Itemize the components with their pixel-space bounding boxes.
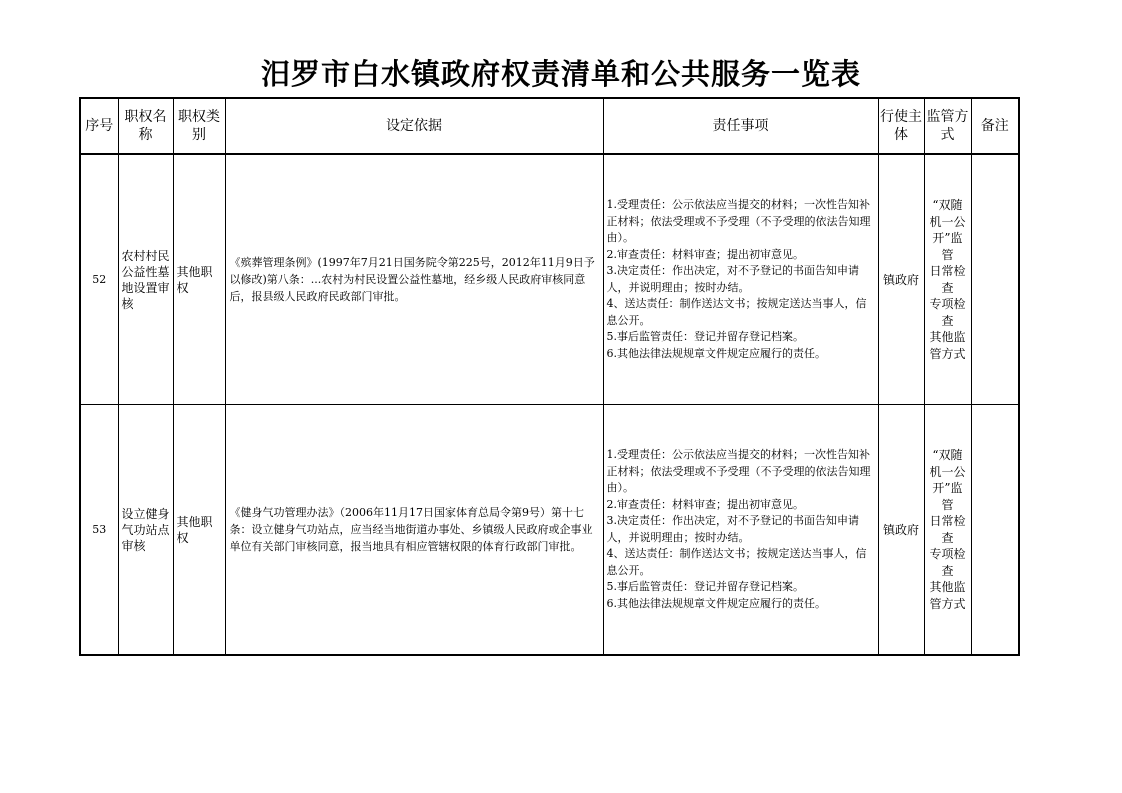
supervision-item: 日常检查 [929,264,966,295]
row-name: 农村村民公益性墓地设置审核 [118,154,173,405]
row-responsibility [603,154,878,405]
header-name: 职权名称 [118,98,173,154]
row-responsibility [603,405,878,656]
row-basis: 《健身气功管理办法》（2006年11月17日国家体育总局令第9号）第十七条：设立健身气功站点，应当经当地街道办事处、乡镇级人民政府或企事业单位有关部门审核同意，报当地具有相应管辖权限的体育行政部门审批。 [225,405,603,656]
responsibility-item: 6.其他法律法规规章文件规定应履行的责任。 [606,346,826,360]
document-title: 汨罗市白水镇政府权责清单和公共服务一览表 [260,57,861,91]
responsibility-item: 4、送达责任：制作送达文书；按规定送达当事人，信息公开。 [606,547,867,577]
row-name: 设立健身气功站点审核 [118,405,173,656]
row-subject: 镇政府 [878,405,924,656]
duty-list-table [79,97,1020,656]
responsibility-item: 3.决定责任：作出决定，对不予登记的书面告知申请人，并说明理由；按时办结。 [606,264,859,294]
header-basis: 设定依据 [225,98,603,154]
row-category: 其他职权 [173,405,225,656]
header-num: 序号 [80,98,118,154]
row-num: 52 [80,154,118,405]
responsibility-item: 6.其他法律法规规章文件规定应履行的责任。 [606,596,826,610]
supervision-item: 专项检查 [929,547,966,578]
row-basis: 《殡葬管理条例》(1997年7月21日国务院令第225号，2012年11月9日予以修改)第八条：...农村为村民设置公益性墓地，经乡级人民政府审核同意后，报县级人民政府民政部门审批。 [225,154,603,405]
header-responsibility: 责任事项 [603,98,878,154]
row-supervision [924,154,971,405]
responsibility-item: 2.审查责任：材料审查；提出初审意见。 [606,247,804,261]
row-remark [971,154,1019,405]
supervision-item: 专项检查 [929,297,966,328]
supervision-item: “双随机一公开”监管 [929,198,966,262]
responsibility-item: 5.事后监管责任：登记并留存登记档案。 [606,580,804,593]
responsibility-item: 1.受理责任：公示依法应当提交的材料；一次性告知补正材料；依法受理或不予受理（不予受理的依法告知理由）。 [606,448,871,494]
header-category: 职权类别 [173,98,225,154]
header-remark: 备注 [971,98,1019,154]
responsibility-item: 2.审查责任：材料审查；提出初审意见。 [606,497,804,511]
row-category: 其他职权 [173,154,225,405]
responsibility-item: 3.决定责任：作出决定，对不予登记的书面告知申请人，并说明理由；按时办结。 [606,514,859,544]
header-subject: 行使主体 [878,98,924,154]
responsibility-item: 4、送达责任：制作送达文书；按规定送达当事人，信息公开。 [606,297,867,327]
responsibility-item: 5.事后监管责任：登记并留存登记档案。 [606,330,804,343]
supervision-item: 其他监管方式 [929,330,966,361]
supervision-item: 日常检查 [929,514,966,545]
header-supervision: 监管方式 [924,98,971,154]
table-row [80,154,1019,405]
row-supervision [924,405,971,656]
supervision-item: 其他监管方式 [929,580,966,611]
table-row [80,405,1019,656]
responsibility-item: 1.受理责任：公示依法应当提交的材料；一次性告知补正材料；依法受理或不予受理（不予受理的依法告知理由）。 [606,198,871,244]
table-header-row [80,98,1019,154]
row-subject: 镇政府 [878,154,924,405]
supervision-item: “双随机一公开”监管 [929,448,966,512]
row-num: 53 [80,405,118,656]
row-remark [971,405,1019,656]
